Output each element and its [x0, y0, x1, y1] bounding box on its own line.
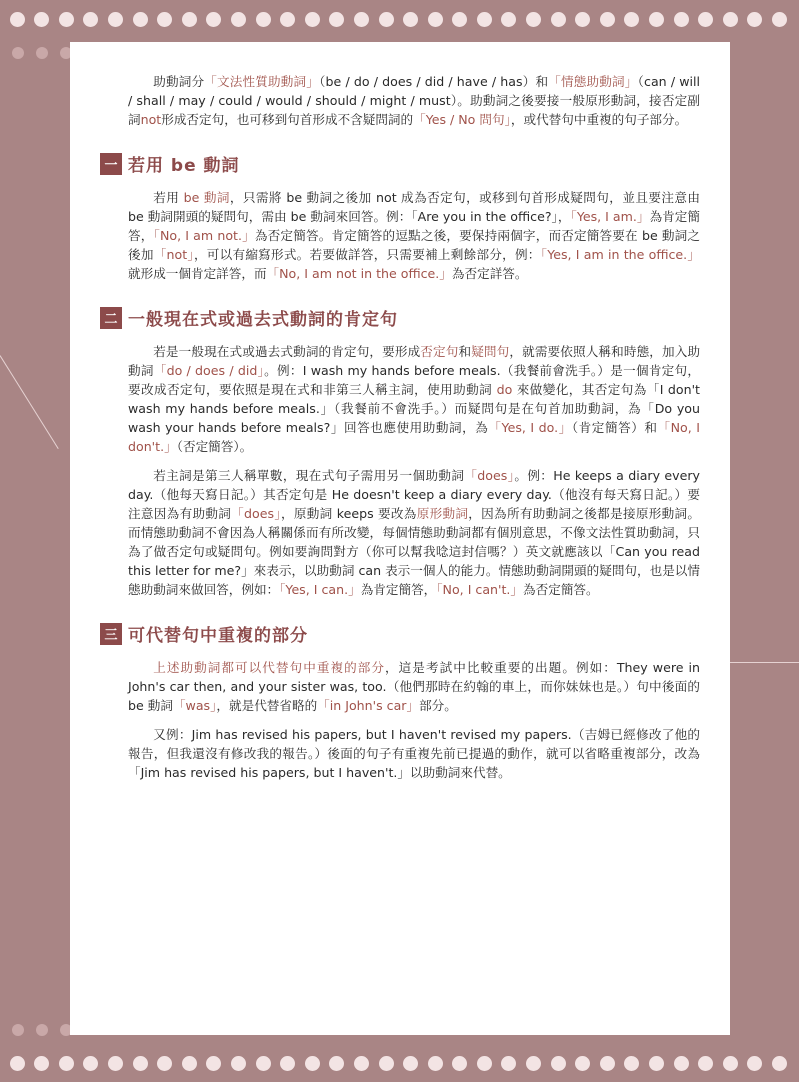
border-dot [83, 1056, 98, 1071]
border-dot [108, 12, 123, 27]
border-dot [526, 12, 541, 27]
border-dot [354, 12, 369, 27]
highlighted-term: 「情態助動詞」 [548, 74, 638, 89]
border-dot [452, 12, 467, 27]
border-dot [747, 1056, 762, 1071]
text-run: ，因為所有助動詞之後都是接原形動詞。而情態助動詞不會因為人稱關係而有所改變，每個情態助動詞都有個別意思，不像文法性質助動詞，只為了做否定句或疑問句。例如要詢問對方（你可以幫我唸這封信嗎？）英文就應該以「Can you read this letter for me?」來表示，以助動詞 can 表示一個人的能力。情態助動詞開頭的疑問句，也是以情態助動詞來做回答，例如： [128, 506, 701, 597]
border-dot [624, 12, 639, 27]
border-dot [477, 1056, 492, 1071]
highlighted-term: 「Yes, I am.」 [570, 209, 650, 224]
border-dot [403, 12, 418, 27]
highlighted-term: 「Yes, I am in the office.」 [540, 247, 701, 262]
border-dot [206, 12, 221, 27]
text-run: ，只需將 be 動詞之後加 not 成為否定句，或移到句首形成疑問句，並且要注意由 be 動詞開頭的疑問句，需由 be 動詞來回答。例：「Are you in the office?」， [128, 190, 700, 224]
border-dot [329, 12, 344, 27]
border-dot [452, 1056, 467, 1071]
text-run: 來做變化，其否定句為「I don't wash my hands before meals.」（我餐前不會洗手。）而疑問句是在句首加助動詞，為「Do you wash your hands before meals?」回答也應使用助動詞，為 [128, 382, 700, 435]
border-dot [379, 1056, 394, 1071]
border-dot [157, 12, 172, 27]
text-run: 為否定詳答。 [451, 266, 528, 281]
text-run: 為肯定簡答， [360, 582, 437, 597]
border-dot [354, 1056, 369, 1071]
border-dot [428, 1056, 443, 1071]
highlighted-term: be 動詞 [183, 190, 230, 205]
border-dot [723, 1056, 738, 1071]
text-run: ，可以有縮寫形式。若要做詳答，只需要補上剩餘部分，例： [193, 247, 541, 262]
section-heading [100, 305, 700, 330]
text-run: ，或代替句中重複的句子部分。 [510, 112, 688, 127]
text-run: 若主詞是第三人稱單數，現在式句子需用另一個助動詞 [153, 468, 465, 483]
highlighted-term: 「No, I am not in the office.」 [266, 266, 452, 281]
border-dot [133, 1056, 148, 1071]
border-dot [133, 12, 148, 27]
border-dot [501, 1056, 516, 1071]
border-dot [36, 1024, 48, 1036]
text-run: 形成否定句，也可移到句首形成不含疑問詞的 [161, 112, 414, 127]
text-run: 為否定簡答。 [523, 582, 599, 597]
border-dot [83, 12, 98, 27]
section-heading [100, 151, 700, 176]
decorative-line-right [730, 662, 799, 663]
section-title: 一般現在式或過去式動詞的肯定句 [128, 310, 398, 330]
border-dot [329, 1056, 344, 1071]
text-run: 若是一般現在式或過去式動詞的肯定句，要形成 [153, 344, 421, 359]
text-run: 。例：I wash my hands before meals.（我餐前會洗手。）是一個肯定句，要改成否定句，要依照是現在式和非第三人稱主詞，使用助動詞 [128, 363, 700, 397]
border-dot [182, 12, 197, 27]
border-dot [575, 12, 590, 27]
bottom-dot-border [0, 1053, 799, 1073]
section-paragraph [128, 658, 700, 715]
border-dot [256, 12, 271, 27]
text-run: （肯定簡答）和 [571, 420, 658, 435]
highlighted-term: 「do / does / did」 [153, 363, 265, 378]
highlighted-term: 否定句 [420, 344, 459, 359]
border-dot [600, 12, 615, 27]
highlighted-term: 「No, I don't.」 [128, 420, 700, 454]
text-run: 就形成一個肯定詳答，而 [128, 266, 267, 281]
border-dot [157, 1056, 172, 1071]
highlighted-term: 「does」 [464, 468, 515, 483]
border-dot [723, 12, 738, 27]
border-dot [280, 12, 295, 27]
border-dot [526, 1056, 541, 1071]
border-dot [36, 47, 48, 59]
sections-container [104, 151, 701, 782]
border-dot [698, 12, 713, 27]
section-title: 若用 be 動詞 [128, 156, 240, 176]
section-paragraph [128, 188, 700, 283]
border-dot [305, 12, 320, 27]
text-run: ，就需要依照人稱和時態，加入助動詞 [128, 344, 701, 378]
text-run: ，這是考試中比較重要的出題。例如：They were in John's car then, and your sister was, too.（他們那時在約翰的車上，而你妹妹也是。）句中後面的 be 動詞 [128, 660, 701, 713]
border-dot [59, 12, 74, 27]
border-dot [551, 12, 566, 27]
section-title: 可代替句中重複的部分 [128, 626, 308, 646]
highlighted-term: 「No, I can't.」 [436, 582, 524, 597]
highlighted-term: 上述助動詞都可以代替句中重複的部分 [153, 660, 386, 675]
border-dot [649, 12, 664, 27]
border-dot [10, 12, 25, 27]
highlighted-term: 「Yes / No 問句」 [413, 112, 511, 127]
highlighted-term: 「Yes, I can.」 [279, 582, 361, 597]
border-dot [501, 12, 516, 27]
border-dot [59, 1056, 74, 1071]
section-paragraph [128, 466, 700, 599]
border-dot [34, 1056, 49, 1071]
border-dot [649, 1056, 664, 1071]
border-dot [280, 1056, 295, 1071]
highlighted-term: 「not」 [153, 247, 194, 262]
document-page [70, 42, 730, 1035]
text-run: 為否定簡答。肯定簡答的逗點之後，要保持兩個字，而否定簡答要在 be 動詞之後加 [128, 228, 701, 262]
text-run: 和 [458, 344, 472, 359]
text-run: （be / do / does / did / have / has）和 [319, 74, 549, 89]
border-dot [600, 1056, 615, 1071]
border-dot [428, 12, 443, 27]
highlighted-term: 「Yes, I do.」 [488, 420, 572, 435]
highlighted-term: 「does」 [231, 506, 281, 521]
border-dot [182, 1056, 197, 1071]
border-dot [12, 47, 24, 59]
text-run: （can / will / shall / may / could / would / should / might / must）。助動詞之後要接一般原形動詞，接否定副詞 [128, 74, 701, 127]
text-run: ，就是代替省略的 [216, 698, 318, 713]
border-dot [231, 12, 246, 27]
highlighted-term: 「No, I am not.」 [153, 228, 255, 243]
border-dot [256, 1056, 271, 1071]
highlighted-term: 原形動詞 [416, 506, 469, 521]
border-dot [10, 1056, 25, 1071]
border-dot [34, 12, 49, 27]
border-dot [551, 1056, 566, 1071]
text-run: 若用 [153, 190, 184, 205]
section-heading [100, 621, 700, 646]
section-number-badge: 一 [100, 153, 122, 175]
highlighted-term: do [496, 382, 513, 397]
highlighted-term: 「in John's car」 [317, 698, 420, 713]
border-dot [206, 1056, 221, 1071]
border-dot [772, 1056, 787, 1071]
intro-paragraph [128, 72, 700, 129]
text-run: （否定簡答）。 [176, 439, 253, 454]
border-dot [674, 1056, 689, 1071]
border-dot [108, 1056, 123, 1071]
text-run: 部分。 [419, 698, 457, 713]
highlighted-term: 疑問句 [471, 344, 510, 359]
section-paragraph [128, 725, 700, 782]
highlighted-term: 「文法性質助動詞」 [204, 74, 320, 89]
border-dot [231, 1056, 246, 1071]
border-dot [403, 1056, 418, 1071]
border-dot [477, 12, 492, 27]
text-run: 又例：Jim has revised his papers, but I haven't revised my papers.（吉姆已經修改了他的報告，但我還沒有修改我的報告。）後面的句子有重複先前已提過的動作，就可以省略重複部分，改為「Jim has revised his papers, but I haven't.」以助動詞來代替。 [128, 727, 700, 780]
border-dot [674, 12, 689, 27]
border-dot [12, 1024, 24, 1036]
border-dot [305, 1056, 320, 1071]
border-dot [747, 12, 762, 27]
section-number-badge: 三 [100, 623, 122, 645]
text-run: 為肯定簡答， [128, 209, 701, 243]
top-dot-border [0, 9, 799, 29]
border-dot [698, 1056, 713, 1071]
section-paragraph [128, 342, 700, 456]
decorative-line-left [0, 355, 59, 449]
border-dot [624, 1056, 639, 1071]
border-dot [575, 1056, 590, 1071]
section-number-badge: 二 [100, 307, 122, 329]
text-run: ，原動詞 keeps 要改為 [280, 506, 417, 521]
text-run: 。例：He keeps a diary every day.（他每天寫日記。）其否定句是 He doesn't keep a diary every day.（他沒有每天寫日記。）要注意因為有助動詞 [128, 468, 701, 521]
border-dot [379, 12, 394, 27]
page-content [104, 72, 701, 792]
text-run: 助動詞分 [153, 74, 205, 89]
highlighted-term: 「was」 [172, 698, 217, 713]
border-dot [772, 12, 787, 27]
highlighted-term: not [140, 112, 162, 127]
